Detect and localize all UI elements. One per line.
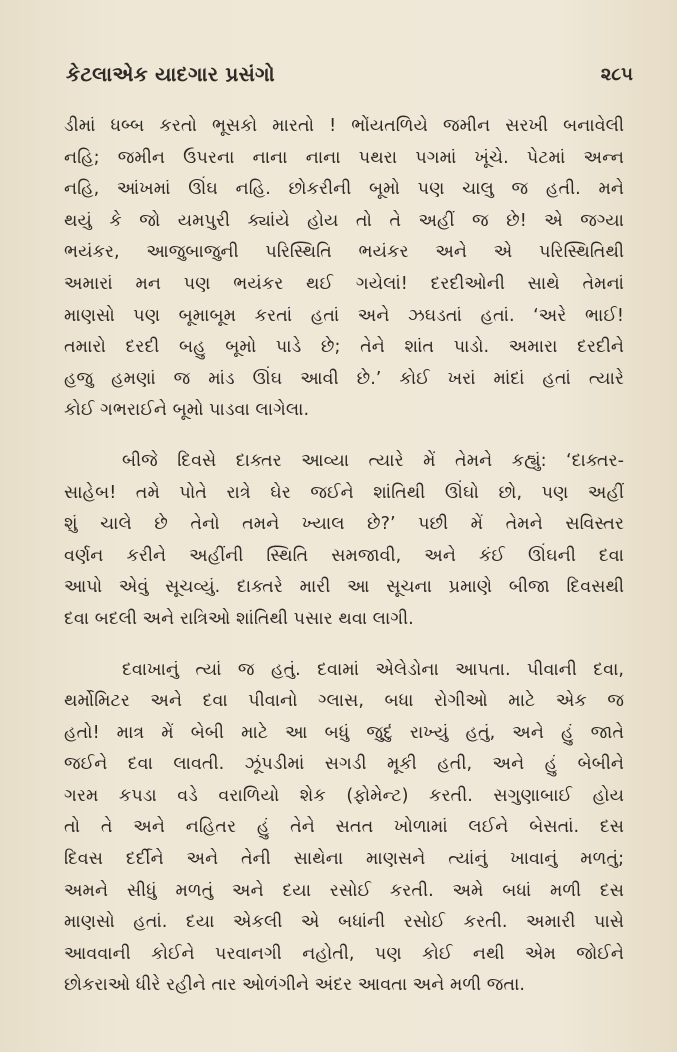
text-line: તો તે અને નહિતર હું તેને સતત ખોળામાં લઈને બેસતાં. દસ [64, 817, 624, 838]
text-line: અમને સીધું મળતું અને દયા રસોઈ કરતી. અમે બધાં મળી દસ [64, 880, 624, 901]
text-line: નહિ; જમીન ઉપરના નાના નાના પથરા પગમાં ખૂંચે. પેટમાં અન્ન [64, 147, 624, 168]
text-line: સાહેબ! તમે પોતે રાત્રે ઘેર જઈને શાંતિથી ઊંઘો છો, પણ અહીં [64, 482, 624, 503]
text-line: ગરમ કપડા વડે વરાળિયો શેક (ફોમેન્ટ) કરતી. સગુણાબાઈ હોય [64, 785, 624, 806]
text-line: છોકરાઓ ધીરે રહીને તાર ઓળંગીને અંદર આવતા અને મળી જતા. [64, 975, 525, 996]
text-line: નહિ, આંખમાં ઊંઘ નહિ. છોકરીની બૂમો પણ ચાલુ જ હતી. મને [64, 179, 624, 200]
text-line: થર્મોમિટર અને દવા પીવાનો ગ્લાસ, બધા રોગીઓ માટે એક જ [64, 691, 624, 712]
text-line: કોઈ ગભરાઈને બૂમો પાડવા લાગેલા. [64, 400, 310, 421]
page-header [66, 62, 633, 92]
text-line: દવા બદલી અને રાત્રિઓ શાંતિથી પસાર થવા લાગી. [64, 608, 414, 629]
text-line: જઈને દવા લાવતી. ઝૂંપડીમાં સગડી મૂકી હતી, અને હું બેબીને [64, 754, 624, 775]
text-line: બીજે દિવસે દાક્તર આવ્યા ત્યારે મેં તેમને કહ્યું: ‘દાક્તર- [122, 450, 624, 471]
text-line: તમારો દરદી બહુ બૂમો પાડે છે; તેને શાંત પાડો. અમારા દરદીને [64, 337, 624, 358]
body-text [64, 111, 624, 1021]
text-line: થયું કે જો યમપુરી ક્યાંયે હોય તો તે અહીં જ છે! એ જગ્યા [64, 210, 624, 231]
text-line: દિવસ દર્દીને અને તેની સાથેના માણસને ત્યાંનું ખાવાનું મળતું; [64, 849, 624, 870]
text-line: ડીમાં ધબ્બ કરતો ભૂસકો મારતો ! ભોંયતળિયે જમીન સરખી બનાવેલી [64, 116, 624, 136]
text-line: દવાખાનું ત્યાં જ હતું. દવામાં એલેડોના આપતા. પીવાની દવા, [122, 659, 624, 680]
text-line: હતો! માત્ર મેં બેબી માટે આ બધું જુદું રાખ્યું હતું, અને હું જાતે [64, 722, 624, 743]
text-line: શું ચાલે છે તેનો તમને ખ્યાલ છે?’ પછી મેં તેમને સવિસ્તર [64, 514, 624, 535]
paragraph-1 [64, 111, 624, 427]
paragraph-3 [64, 655, 624, 1003]
paragraph-2 [64, 446, 624, 636]
running-title: કેટલાએક યાદગાર પ્રસંગો [66, 62, 275, 86]
text-line: વર્ણન કરીને અહીંની સ્થિતિ સમજાવી, અને કંઈ ઊંઘની દવા [64, 545, 624, 566]
text-line: ભયંકર, આજુબાજુની પરિસ્થિતિ ભયંકર અને એ પરિસ્થિતિથી [64, 242, 624, 263]
text-line: આપો એવું સૂચવ્યું. દાક્તરે મારી આ સૂચના પ્રમાણે બીજા દિવસથી [64, 577, 624, 598]
text-line: અમારાં મન પણ ભયંકર થઈ ગયેલાં! દરદીઓની સાથે તેમનાં [64, 273, 624, 294]
text-line: હજુ હમણાં જ માંડ ઊંઘ આવી છે.’ કોઈ ખરાં માંદાં હતાં ત્યારે [64, 368, 624, 389]
page-number: ૨૮૫ [600, 64, 633, 85]
text-line: આવવાની કોઈને પરવાનગી નહોતી, પણ કોઈ નથી એમ જોઈને [64, 943, 624, 964]
text-line: માણસો પણ બૂમાબૂમ કરતાં હતાં અને ઝઘડતાં હતાં. ‘અરે ભાઈ! [64, 305, 624, 326]
text-line: માણસો હતાં. દયા એકલી એ બધાંની રસોઈ કરતી. અમારી પાસે [64, 912, 624, 933]
